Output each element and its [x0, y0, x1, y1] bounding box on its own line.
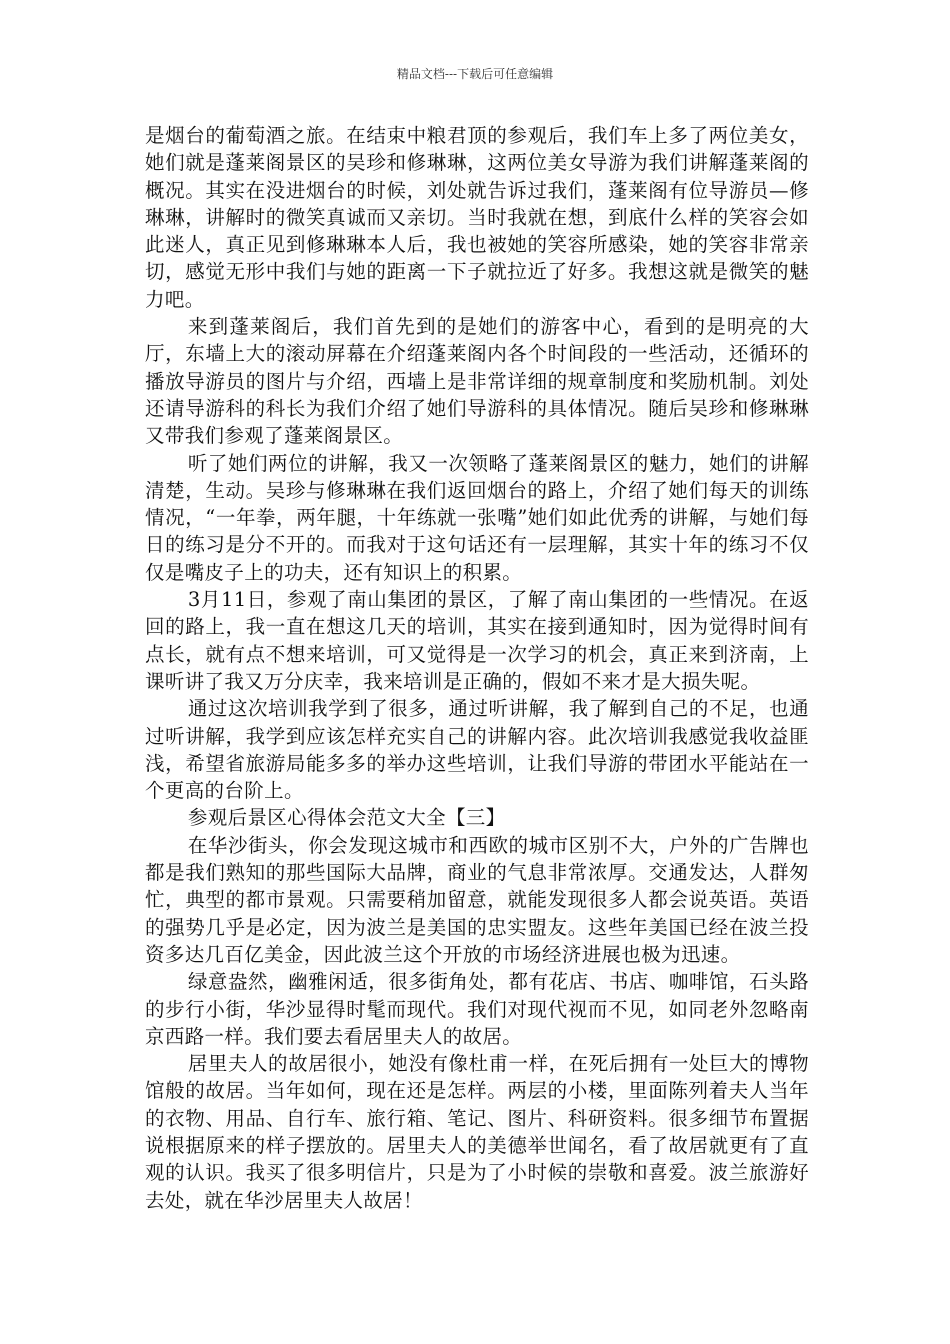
- paragraph: 是烟台的葡萄酒之旅。在结束中粮君顶的参观后，我们车上多了两位美女，她们就是蓬莱阁景区的吴珍和修琳琳，这两位美女导游为我们讲解蓬莱阁的概况。其实在没进烟台的时候，刘处就告诉过我们，蓬莱阁有位导游员—修琳琳，讲解时的微笑真诚而又亲切。当时我就在想，到底什么样的笑容会如此迷人，真正见到修琳琳本人后，我也被她的笑容所感染，她的笑容非常亲切，感觉无形中我们与她的距离一下子就拉近了好多。我想这就是微笑的魅力吧。: [145, 124, 809, 311]
- paragraph: 来到蓬莱阁后，我们首先到的是她们的游客中心，看到的是明亮的大厅，东墙上大的滚动屏幕在介绍蓬莱阁内各个时间段的一些活动，还循环的播放导游员的图片与介绍，西墙上是非常详细的规章制度和奖励机制。刘处还请导游科的科长为我们介绍了她们导游科的具体情况。随后吴珍和修琳琳又带我们参观了蓬莱阁景区。: [145, 315, 809, 448]
- paragraph: 在华沙街头，你会发现这城市和西欧的城市区别不大，户外的广告牌也都是我们熟知的那些国际大品牌，商业的气息非常浓厚。交通发达，人群匆忙，典型的都市景观。只需要稍加留意，就能发现很多人都会说英语。英语的强势几乎是必定，因为波兰是美国的忠实盟友。这些年美国已经在波兰投资多达几百亿美金，因此波兰这个开放的市场经济进展也极为迅速。: [145, 833, 809, 966]
- section-heading: 参观后景区心得体会范文大全【三】: [187, 806, 506, 830]
- document-body: [145, 122, 809, 1214]
- paragraph: 通过这次培训我学到了很多，通过听讲解，我了解到自己的不足，也通过听讲解，我学到应该怎样充实自己的讲解内容。此次培训我感觉我收益匪浅，希望省旅游局能多多的举办这些培训，让我们导游的带团水平能站在一个更高的台阶上。: [145, 697, 809, 803]
- paragraph: 居里夫人的故居很小，她没有像杜甫一样，在死后拥有一处巨大的博物馆般的故居。当年如何，现在还是怎样。两层的小楼，里面陈列着夫人当年的衣物、用品、自行车、旅行箱、笔记、图片、科研资料。很多细节布置据说根据原来的样子摆放的。居里夫人的美德举世闻名，看了故居就更有了直观的认识。我买了很多明信片，只是为了小时候的崇敬和喜爱。波兰旅游好去处，就在华沙居里夫人故居！: [145, 1052, 809, 1212]
- page-header: 精品文档---下载后可任意编辑: [396, 67, 554, 81]
- paragraph: 3月11日，参观了南山集团的景区，了解了南山集团的一些情况。在返回的路上，我一直在想这几天的培训，其实在接到通知时，因为觉得时间有点长，就有点不想来培训，可又觉得是一次学习的机会，真正来到济南，上课听讲了我又万分庆幸，我来培训是正确的，假如不来才是大损失呢。: [145, 588, 809, 693]
- paragraph: 绿意盎然，幽雅闲适，很多街角处，都有花店、书店、咖啡馆，石头路的步行小街，华沙显得时髦而现代。我们对现代视而不见，如同老外忽略南京西路一样。我们要去看居里夫人的故居。: [145, 970, 809, 1048]
- paragraph: 听了她们两位的讲解，我又一次领略了蓬莱阁景区的魅力，她们的讲解清楚，生动。吴珍与修琳琳在我们返回烟台的路上，介绍了她们每天的训练情况，“一年拳，两年腿，十年练就一张嘴”她们如此优秀的讲解，与她们每日的练习是分不开的。而我对于这句话还有一层理解，其实十年的练习不仅仅是嘴皮子上的功夫，还有知识上的积累。: [145, 451, 809, 584]
